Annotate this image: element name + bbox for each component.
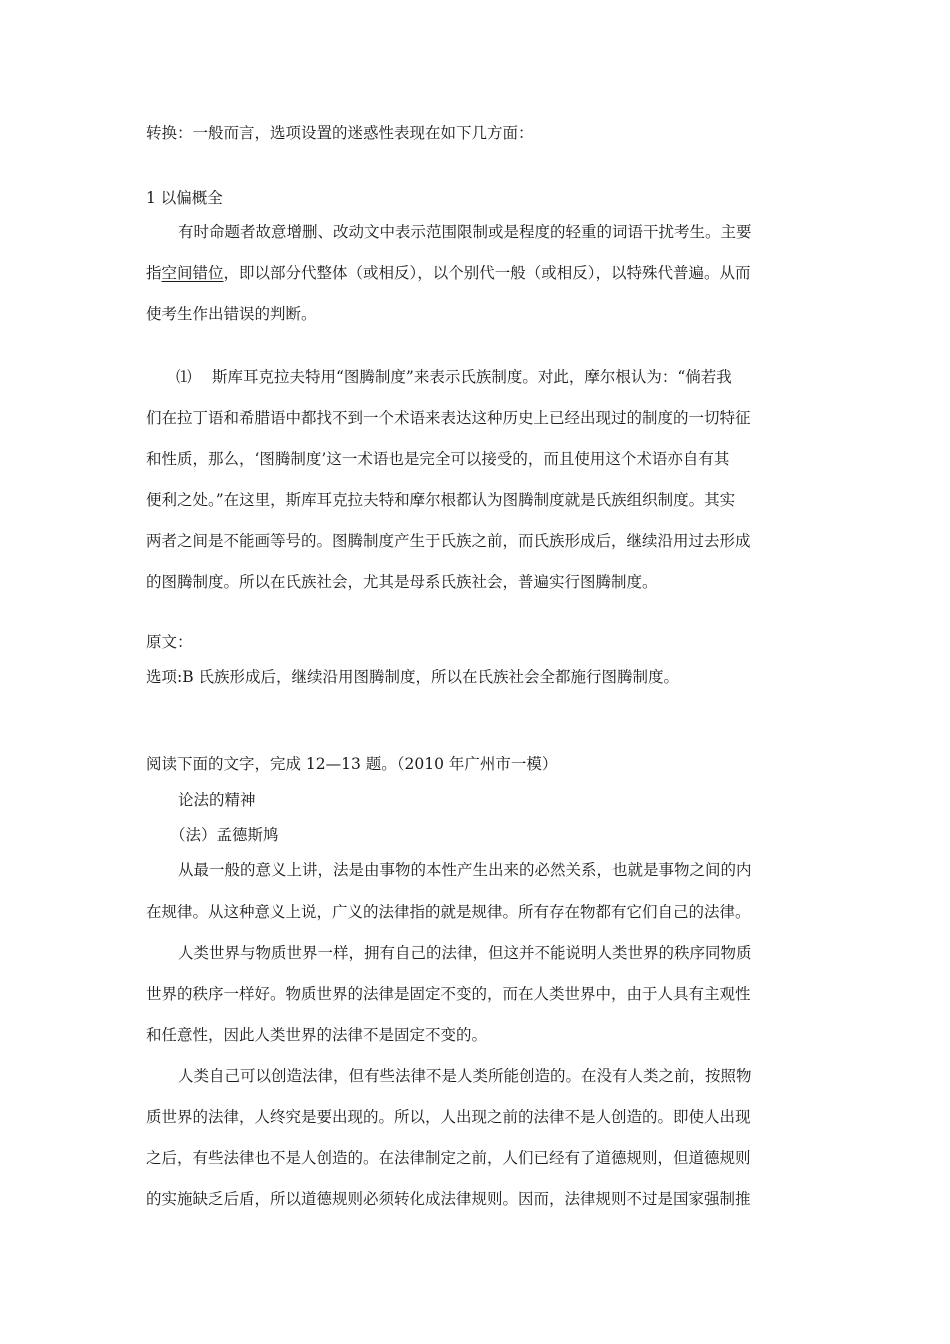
reading-instruction: 阅读下面的文字，完成 12—13 题。（2010 年广州市一模） <box>146 755 558 773</box>
paragraph-line: 使考生作出错误的判断。 <box>146 305 317 323</box>
article-author: （法）孟德斯鸠 <box>170 826 279 844</box>
intro-text: 转换：一般而言，选项设置的迷惑性表现在如下几方面： <box>146 124 534 142</box>
article-title: 论法的精神 <box>178 791 256 809</box>
example-line: 两者之间是不能画等号的。图腾制度产生于氏族之前，而氏族形成后，继续沿用过去形成 <box>146 532 751 550</box>
article-line: 人类自己可以创造法律，但有些法律不是人类所能创造的。在没有人类之前，按照物 <box>178 1067 752 1085</box>
article-line: 之后，有些法律也不是人创造的。在法律制定之前，人们已经有了道德规则，但道德规则 <box>146 1149 751 1167</box>
example-line: 斯库耳克拉夫特用“图腾制度”来表示氏族制度。对此，摩尔根认为：“倘若我 <box>212 368 732 386</box>
example-marker: ⑴ <box>176 368 192 386</box>
article-line: 从最一般的意义上讲，法是由事物的本性产生出来的必然关系，也就是事物之间的内 <box>178 861 752 879</box>
paragraph-line: 有时命题者故意增删、改动文中表示范围限制或是程度的轻重的词语干扰考生。主要 <box>178 223 752 241</box>
underlined-term: 空间错位 <box>161 264 224 282</box>
article-line: 质世界的法律，人终究是要出现的。所以，人出现之前的法律不是人创造的。即使人出现 <box>146 1108 751 1126</box>
example-line: 和性质，那么，‘图腾制度’这一术语也是完全可以接受的，而且使用这个术语亦自有其 <box>146 450 730 468</box>
article-line: 世界的秩序一样好。物质世界的法律是固定不变的，而在人类世界中，由于人具有主观性 <box>146 985 751 1003</box>
article-line: 的实施缺乏后盾，所以道德规则必须转化成法律规则。因而，法律规则不过是国家强制推 <box>146 1190 751 1208</box>
article-line: 人类世界与物质世界一样，拥有自己的法律，但这并不能说明人类世界的秩序同物质 <box>178 944 752 962</box>
article-line: 和任意性，因此人类世界的法律不是固定不变的。 <box>146 1026 488 1044</box>
original-label: 原文： <box>146 633 193 651</box>
example-line: 的图腾制度。所以在氏族社会，尤其是母系氏族社会，普遍实行图腾制度。 <box>146 573 658 591</box>
text-span: 指 <box>146 264 162 282</box>
text-span: ，即以部分代整体（或相反），以个别代一般（或相反），以特殊代普遍。从而 <box>223 264 751 282</box>
example-line: 们在拉丁语和希腊语中都找不到一个术语来表达这种历史上已经出现过的制度的一切特征 <box>146 409 751 427</box>
option-text: 选项:B 氏族形成后，继续沿用图腾制度，所以在氏族社会全都施行图腾制度。 <box>146 668 680 686</box>
article-line: 在规律。从这种意义上说，广义的法律指的就是规律。所有存在物都有它们自己的法律。 <box>146 903 751 921</box>
example-line: 便利之处。”在这里，斯库耳克拉夫特和摩尔根都认为图腾制度就是氏族组织制度。其实 <box>146 491 736 509</box>
paragraph-line <box>146 263 816 283</box>
section-heading: 1 以偏概全 <box>146 189 223 207</box>
